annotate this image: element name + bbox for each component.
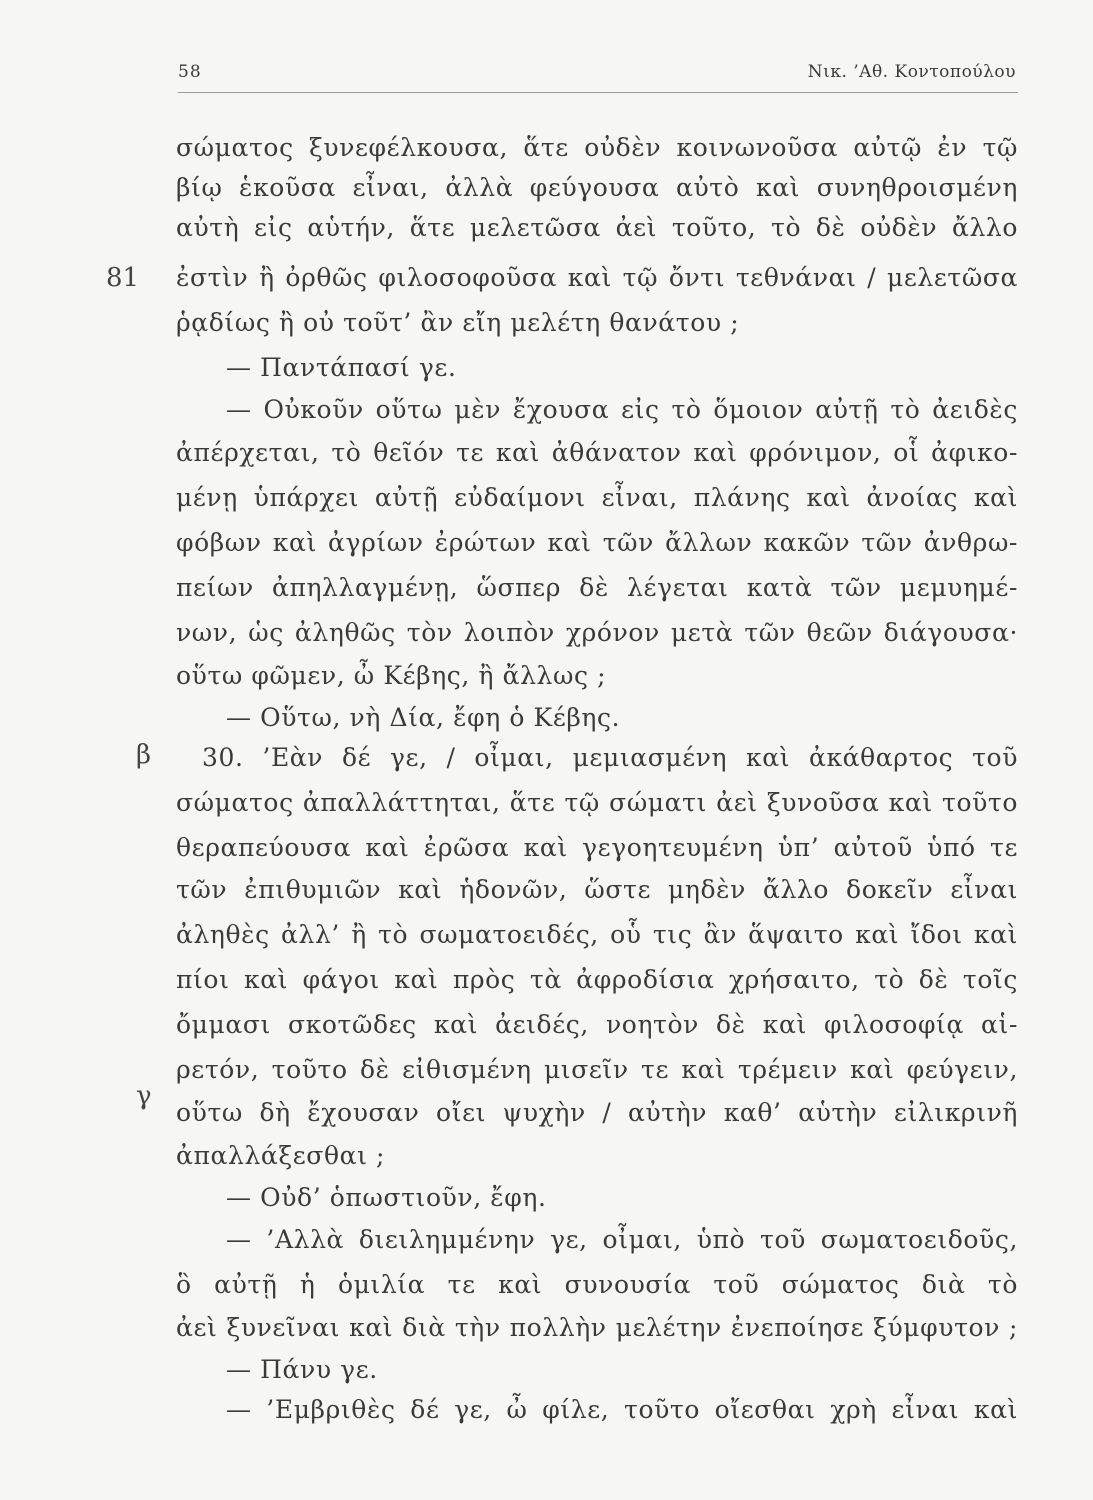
page-header: [178, 58, 1018, 93]
text-line: — Οὐδ’ ὁπωστιοῦν, ἔφη.: [226, 1183, 547, 1212]
text-line: ἐστὶν ἢ ὀρθῶς φιλοσοφοῦσα καὶ τῷ ὄντι τεθνάναι / μελετῶσα: [176, 263, 1018, 292]
text-line: ἀεὶ ξυνεῖναι καὶ διὰ τὴν πολλὴν μελέτην ἐνεποίησε ξύμφυτον ;: [176, 1313, 1018, 1342]
text-line: αὐτὴ εἰς αὑτήν, ἅτε μελετῶσα ἀεὶ τοῦτο, τὸ δὲ οὐδὲν ἄλλο: [176, 213, 1018, 242]
text-line: βίῳ ἑκοῦσα εἶναι, ἀλλὰ φεύγουσα αὐτὸ καὶ συνηθροισμένη: [176, 173, 1018, 202]
margin-letter-beta: β: [136, 740, 152, 770]
text-line: ἀπέρχεται, τὸ θεῖόν τε καὶ ἀθάνατον καὶ φρόνιμον, οἷ ἀφικο-: [176, 438, 1018, 467]
text-line: φόβων καὶ ἀγρίων ἐρώτων καὶ τῶν ἄλλων κακῶν τῶν ἀνθρω-: [176, 528, 1018, 557]
page-number: 58: [178, 62, 202, 82]
text-line: ρετόν, τοῦτο δὲ εἰθισμένη μισεῖν τε καὶ τρέμειν καὶ φεύγειν,: [176, 1055, 1018, 1084]
text-line: νων, ὡς ἀληθῶς τὸν λοιπὸν χρόνον μετὰ τῶν θεῶν διάγουσα·: [176, 618, 1018, 647]
text-line: μένῃ ὑπάρχει αὐτῇ εὐδαίμονι εἶναι, πλάνης καὶ ἀνοίας καὶ: [176, 483, 1018, 512]
text-line: πείων ἀπηλλαγμένῃ, ὥσπερ δὲ λέγεται κατὰ τῶν μεμυημέ-: [176, 573, 1018, 602]
text-line: — ’Αλλὰ διειλημμένην γε, οἶμαι, ὑπὸ τοῦ σωματοειδοῦς,: [226, 1225, 1018, 1254]
text-line: ῥᾳδίως ἢ οὐ τοῦτ’ ἂν εἴη μελέτη θανάτου ;: [176, 308, 740, 337]
text-line: οὕτω φῶμεν, ὦ Κέβης, ἢ ἄλλως ;: [176, 661, 607, 690]
text-line: — Πάνυ γε.: [226, 1355, 378, 1384]
text-line: 30. ’Εὰν δέ γε, / οἶμαι, μεμιασμένη καὶ ἀκάθαρτος τοῦ: [202, 743, 1018, 772]
text-line: θεραπεύουσα καὶ ἐρῶσα καὶ γεγοητευμένη ὑπ’ αὐτοῦ ὑπό τε: [176, 833, 1018, 862]
text-line: — Οὐκοῦν οὕτω μὲν ἔχουσα εἰς τὸ ὅμοιον αὐτῇ τὸ ἀειδὲς: [226, 395, 1018, 424]
margin-number-81: 81: [106, 263, 140, 293]
text-line: πίοι καὶ φάγοι καὶ πρὸς τὰ ἀφροδίσια χρήσαιτο, τὸ δὲ τοῖς: [176, 965, 1018, 994]
text-line: τῶν ἐπιθυμιῶν καὶ ἡδονῶν, ὥστε μηδὲν ἄλλο δοκεῖν εἶναι: [176, 875, 1018, 904]
text-line: ὄμμασι σκοτῶδες καὶ ἀειδές, νοητὸν δὲ καὶ φιλοσοφίᾳ αἱ-: [176, 1010, 1018, 1039]
text-line: — Παντάπασί γε.: [226, 353, 457, 382]
text-line: ἀπαλλάξεσθαι ;: [176, 1141, 386, 1170]
text-line: — ’Εμβριθὲς δέ γε, ὦ φίλε, τοῦτο οἴεσθαι χρὴ εἶναι καὶ: [226, 1395, 1018, 1424]
text-line: ἀληθὲς ἀλλ’ ἢ τὸ σωματοειδές, οὗ τις ἂν ἅψαιτο καὶ ἴδοι καὶ: [176, 920, 1018, 949]
text-line: ὃ αὐτῇ ἡ ὁμιλία τε καὶ συνουσία τοῦ σώματος διὰ τὸ: [176, 1270, 1018, 1299]
margin-letter-gamma: γ: [136, 1081, 152, 1111]
text-line: σώματος ξυνεφέλκουσα, ἅτε οὐδὲν κοινωνοῦσα αὐτῷ ἐν τῷ: [176, 133, 1018, 162]
text-line: σώματος ἀπαλλάττηται, ἅτε τῷ σώματι ἀεὶ ξυνοῦσα καὶ τοῦτο: [176, 788, 1018, 817]
text-line: — Οὕτω, νὴ Δία, ἔφη ὁ Κέβης.: [226, 703, 621, 732]
running-head: Νικ. ’Αθ. Κοντοπούλου: [807, 62, 1016, 82]
text-line: οὕτω δὴ ἔχουσαν οἴει ψυχὴν / αὐτὴν καθ’ αὑτὴν εἰλικρινῆ: [176, 1098, 1018, 1127]
